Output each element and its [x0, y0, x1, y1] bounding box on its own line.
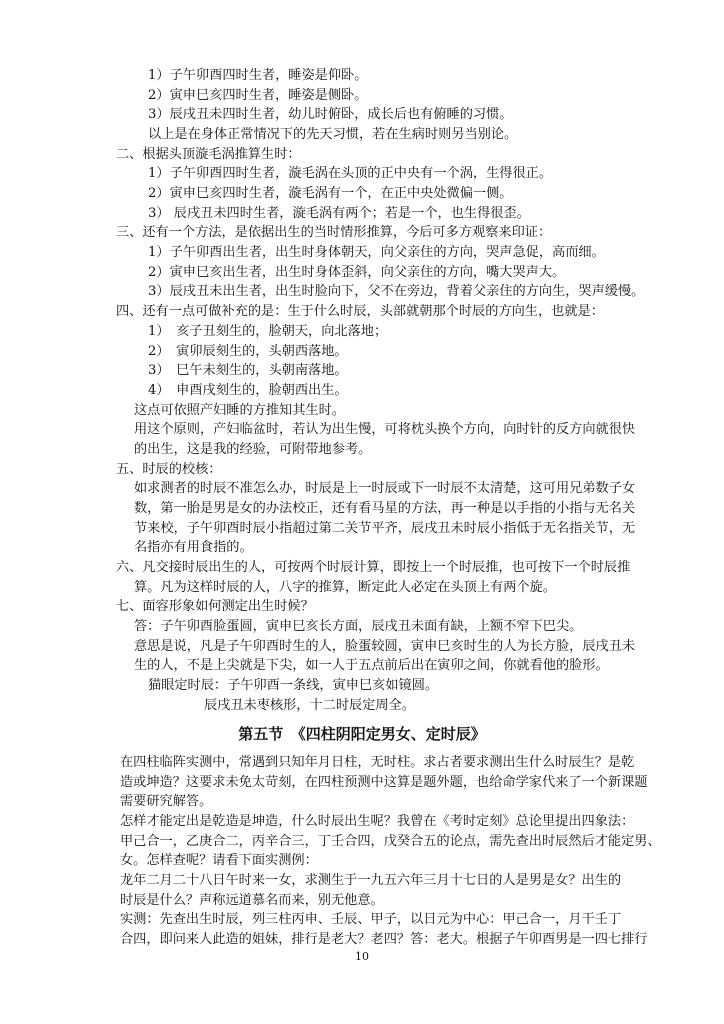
text-line: 名指亦有用食指的。: [134, 540, 253, 556]
text-line: 3）辰戌丑未四时生者，幼儿时俯卧，成长后也有俯睡的习惯。: [148, 107, 513, 123]
text-line: 辰戌丑未枣核形，十二时辰定周全。: [204, 697, 415, 713]
text-line: 女。怎样查呢？请看下面实测例：: [120, 853, 318, 869]
text-line: 这点可依照产妇睡的方推知其生时。: [134, 402, 345, 418]
text-line: 以上是在身体正常情况下的先天习惯，若在生病时则另当别论。: [148, 127, 518, 142]
text-line: 合四，即问来人此造的姐妹，排行是老大？老四？答：老大。根据子午卯酉男是一四七排行: [120, 932, 648, 947]
text-line: 四、还有一点可做补充的是：生于什么时辰，头部就朝那个时辰的方向生，也就是：: [116, 304, 604, 320]
text-line: 答：子午卯酉脸蛋圆，寅申巳亥长方面，辰戌丑未面有缺，上额不窄下巴尖。: [134, 619, 583, 634]
text-line: 用这个原则，产妇临盆时，若认为出生慢，可将枕头换个方向，向时针的反方向就很快: [134, 422, 636, 438]
text-line: 需要研究解答。: [120, 794, 213, 810]
text-line: 三、还有一个方法，是依据出生的当时情形推算，今后可多方观察来印证：: [116, 225, 552, 241]
text-line: 数，第一胎是男是女的办法校正，还有看马星的方法，再一种是以手指的小指与无名关: [134, 500, 636, 516]
text-line: 实测：先查出生时辰，列三柱丙申、壬辰、甲子，以日元为中心：甲己合一，月干壬丁: [120, 912, 622, 928]
text-line: 时辰是什么？声称远道慕名而来，别无他意。: [120, 892, 384, 908]
text-line: 节来校，子午卯酉时辰小指超过第二关节平齐，辰戌丑未时辰小指低于无名指关节，无: [134, 520, 636, 536]
text-line: 1）子午卯酉四时生者，睡姿是仰卧。: [148, 68, 368, 83]
text-line: 3）辰戌丑未出生者，出生时脸向下，父不在旁边，背着父亲住的方向生，哭声缓慢。: [148, 284, 645, 300]
text-line: 的出生，这是我的经验，可附带地参考。: [134, 441, 372, 457]
text-line: 如求测者的时辰不准怎么办，时辰是上一时辰或下一时辰不太清楚，这可用兄弟数子女: [134, 481, 636, 497]
text-line: 二、根据头顶漩毛涡推算生时：: [116, 146, 301, 162]
text-line: 1）子午卯酉四时生者，漩毛涡在头顶的正中央有一个涡，生得很正。: [148, 166, 553, 182]
text-line: 4） 申酉戌刻生的，脸朝西出生。: [148, 382, 348, 398]
text-line: 2）寅申巳亥四时生者，漩毛涡有一个，在正中央处微偏一侧。: [148, 186, 513, 202]
text-line: 3） 巳午未刻生的，头朝南落地。: [148, 363, 348, 379]
text-line: 龙年二月二十八日午时来一女，求测生于一九五六年三月十七日的人是男是女？出生的: [120, 873, 622, 888]
text-line: 意思是说，凡是子午卯酉时生的人，脸蛋较圆，寅申巳亥时生的人为长方脸，辰戌丑未: [134, 638, 636, 654]
text-line: 2）寅申巳亥四时生者，睡姿是侧卧。: [148, 87, 368, 103]
page-number: 10: [355, 950, 369, 963]
text-line: 猫眼定时辰：子午卯酉一条线，寅申巳亥如镜圆。: [148, 678, 439, 693]
text-line: 造或坤造？这要求未免太苛刻，在四柱预测中这算是题外题，也给命学家代来了一个新课题: [120, 774, 648, 790]
text-line: 甲己合一，乙庚合二，丙辛合三，丁壬合四，戊癸合五的论点，需先查出时辰然后才能定男、: [120, 833, 661, 849]
text-line: 六、凡交接时辰出生的人，可按两个时辰计算，即按上一个时辰推，也可按下一个时辰推: [116, 559, 631, 575]
text-line: 3） 辰戌丑未四时生者，漩毛涡有两个；若是一个，也生得很歪。: [148, 205, 530, 221]
text-line: 算。凡为这样时辰的人，八字的推算，断定此人必定在头顶上有两个旋。: [134, 579, 556, 595]
text-line: 五、时辰的校核：: [116, 461, 222, 477]
text-line: 怎样才能定出是乾造是坤造，什么时辰出生呢？我曾在《考时定刻》总论里提出四象法：: [120, 813, 635, 829]
text-line: 在四柱临阵实测中，常遇到只知年月日柱，无时柱。求占者要求测出生什么时辰生？是乾: [120, 754, 635, 770]
text-line: 2）寅申巳亥出生者，出生时身体歪斜，向父亲住的方向，嘴大哭声大。: [148, 264, 566, 280]
text-line: 1） 亥子丑刻生的，脸朝天，向北落地；: [148, 323, 388, 339]
text-line: 七、面容形象如何测定出生时候？: [116, 599, 314, 615]
text-line: 生的人，不是上尖就是下尖，如一人于五点前后出在寅卯之间，你就看他的脸形。: [134, 658, 609, 674]
section-title: 第五节 《四柱阴阳定男女、定时辰》: [238, 724, 486, 743]
text-line: 2） 寅卯辰刻生的，头朝西落地。: [148, 343, 348, 359]
text-line: 1）子午卯酉出生者，出生时身体朝天，向父亲住的方向，哭声急促，高而细。: [148, 245, 605, 261]
